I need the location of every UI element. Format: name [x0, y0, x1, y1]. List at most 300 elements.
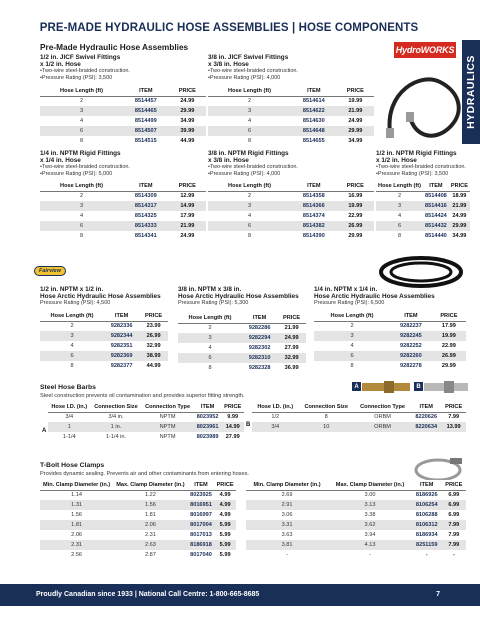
column-header: ITEM [188, 480, 215, 490]
table-cell: 8514382 [291, 221, 337, 231]
table-header-row [252, 402, 466, 412]
table-cell: 14.99 [221, 422, 244, 432]
table-cell: 1-1/4 [48, 432, 91, 442]
block-title: x 1/4 in. Hose [40, 157, 81, 165]
table-cell: 3 [208, 106, 291, 116]
table-cell: 8017004 [188, 520, 215, 530]
table-cell: 9282310 [242, 353, 277, 363]
table-cell: 8 [298, 412, 354, 422]
table-cell: 34.99 [169, 116, 206, 126]
table-row [40, 341, 168, 351]
table-cell: 2.69 [246, 490, 328, 500]
table-cell: 8514416 [423, 201, 449, 211]
hose-assembly-photo [380, 62, 470, 144]
table-cell: 9282351 [104, 341, 139, 351]
column-header: Hose Length (ft) [208, 181, 291, 191]
column-header: Min. Clamp Diameter (in.) [246, 480, 328, 490]
table-row [314, 351, 466, 361]
block-desc: •Pressure Rating (PSI): 4,000 [208, 170, 281, 177]
section-title-premade: Pre-Made Hydraulic Hose Assemblies [40, 42, 189, 52]
table-row [40, 321, 168, 331]
spec-table [208, 86, 374, 146]
column-header: Hose Length (ft) [40, 181, 123, 191]
table-header-row [48, 402, 244, 412]
column-header: ITEM [412, 480, 442, 490]
table-row [208, 136, 374, 146]
table-header-row [208, 86, 374, 96]
group-label-a: A [42, 428, 47, 434]
table-header-row [376, 181, 470, 191]
table-cell: 9282260 [390, 351, 432, 361]
table-cell: 8514614 [291, 96, 337, 106]
table-row [40, 490, 236, 500]
table-cell: 8514325 [123, 211, 169, 221]
table-cell: 1.22 [113, 490, 188, 500]
table-cell: 6.99 [442, 510, 466, 520]
column-header: PRICE [337, 86, 374, 96]
column-header: PRICE [214, 480, 236, 490]
block-desc: •Two-wire steel-braided construction. [40, 164, 130, 171]
table-row [40, 221, 206, 231]
table-header-row [40, 311, 168, 321]
table-cell: 3 [376, 201, 423, 211]
side-tab-label: HYDRAULICS [465, 55, 477, 129]
table-cell: 6 [178, 353, 242, 363]
block-title: 1/2 in. JICF Swivel Fittings [40, 54, 121, 61]
block-desc: •Pressure Rating (PSI): 3,500 [40, 74, 113, 81]
table-cell: 39.99 [169, 126, 206, 136]
table-cell: 8514507 [123, 126, 169, 136]
block-desc: Pressure Rating (PSI): 4,500 [40, 300, 111, 307]
spec-table [40, 86, 206, 146]
table-cell: 8 [314, 361, 390, 371]
arctic-block-3 [314, 286, 464, 307]
column-header: Hose Length (ft) [208, 86, 291, 96]
table-cell: 8186918 [188, 540, 215, 550]
column-header: Hose Length (ft) [178, 313, 242, 323]
table-cell: 10 [298, 422, 354, 432]
table-cell: 4 [208, 116, 291, 126]
table-cell: 8106288 [412, 510, 442, 520]
table-header-row [40, 480, 236, 490]
block-desc: •Two-wire steel-braided construction. [376, 164, 466, 171]
table-cell: 24.99 [337, 116, 374, 126]
column-header: ITEM [242, 313, 277, 323]
column-header: PRICE [169, 181, 206, 191]
t-bolt-clamp-photo [410, 456, 466, 482]
column-header: ITEM [123, 86, 169, 96]
table-cell: 2.31 [113, 530, 188, 540]
table-cell: 8514358 [291, 191, 337, 201]
table-cell: 18.99 [449, 191, 470, 201]
table-cell: 8023925 [188, 490, 215, 500]
table-cell: 8514648 [291, 126, 337, 136]
table-cell: 7.99 [442, 530, 466, 540]
table-row [246, 550, 466, 560]
table-row [40, 361, 168, 371]
table-row [252, 422, 466, 432]
table-cell: 4 [40, 341, 104, 351]
column-header: PRICE [221, 402, 244, 412]
table-row [246, 520, 466, 530]
table-header-row [314, 311, 466, 321]
table-cell: 21.99 [169, 221, 206, 231]
table-cell: 3.62 [328, 520, 412, 530]
table-row [246, 510, 466, 520]
table-cell: 6.99 [442, 490, 466, 500]
column-header: Connection Size [91, 402, 142, 412]
table-row [40, 520, 236, 530]
table-cell: 9282278 [390, 361, 432, 371]
table-cell: 21.99 [449, 201, 470, 211]
table-cell: 4 [208, 211, 291, 221]
table-cell: 8514408 [423, 191, 449, 201]
table-row [314, 321, 466, 331]
table-cell: 4.99 [214, 500, 236, 510]
table-cell: 2.91 [246, 500, 328, 510]
table-cell: 8514366 [291, 201, 337, 211]
table-cell: 3.63 [246, 530, 328, 540]
table-cell: 24.99 [449, 211, 470, 221]
table-cell: 7.99 [441, 412, 466, 422]
table-cell: 34.99 [449, 231, 470, 241]
table-cell: 8514655 [291, 136, 337, 146]
table-row [48, 432, 244, 442]
table-cell: 8016997 [188, 510, 215, 520]
table-cell: NPTM [141, 432, 193, 442]
table-cell: 4.99 [214, 510, 236, 520]
section-title-barbs: Steel Hose Barbs [40, 384, 96, 391]
table-cell: ORBM [354, 422, 411, 432]
table-cell: 34.99 [337, 136, 374, 146]
block-title: 3/8 in. NPTM x 3/8 in. [178, 286, 242, 293]
table-cell: 32.99 [139, 341, 168, 351]
column-header: ITEM [123, 181, 169, 191]
table-cell: 1.81 [40, 520, 113, 530]
table-cell: 29.99 [337, 231, 374, 241]
table-cell: 6 [376, 221, 423, 231]
spec-block-2 [208, 54, 373, 81]
fairview-logo: Fairview [34, 266, 66, 276]
table-cell: 32.99 [277, 353, 306, 363]
section-desc-clamps: Provides dynamic sealing. Prevents air and other contaminants from entering hoses. [40, 471, 249, 477]
table-row [48, 422, 244, 432]
table-cell: 1.14 [40, 490, 113, 500]
table-cell: 8514515 [123, 136, 169, 146]
table-cell: 3/4 [48, 412, 91, 422]
table-cell: 8 [40, 136, 123, 146]
table-cell: 12.99 [169, 191, 206, 201]
table-cell: 5.99 [214, 540, 236, 550]
table-cell: 8 [208, 136, 291, 146]
hose-barb-photo-a [362, 380, 410, 394]
hydroworks-logo: HydroWORKS [394, 42, 456, 58]
table-cell: 2 [40, 191, 123, 201]
table-row [208, 126, 374, 136]
table-row [40, 106, 206, 116]
column-header: ITEM [423, 181, 449, 191]
spec-block-1 [40, 54, 205, 81]
table-row [40, 500, 236, 510]
table-row [376, 201, 470, 211]
block-desc: Pressure Rating (PSI): 6,500 [314, 300, 385, 307]
table-cell: 9282369 [104, 351, 139, 361]
table-cell: 3 [208, 201, 291, 211]
table-cell: 9282344 [104, 331, 139, 341]
table-cell: 6 [314, 351, 390, 361]
block-desc: Pressure Rating (PSI): 5,300 [178, 300, 249, 307]
block-title: 1/4 in. NPTM x 1/4 in. [314, 286, 378, 293]
table-cell: 29.99 [449, 221, 470, 231]
table-cell: 8514333 [123, 221, 169, 231]
table-cell: 8514374 [291, 211, 337, 221]
table-cell: 6.99 [442, 500, 466, 510]
column-header: ITEM [194, 402, 222, 412]
table-row [178, 363, 306, 373]
spec-table [376, 181, 470, 241]
table-cell: 9282237 [390, 321, 432, 331]
block-title: 1/4 in. NPTM Rigid Fittings [40, 150, 121, 157]
block-title: 1/2 in. NPTM Rigid Fittings [376, 150, 457, 157]
hose-barb-photo-b [424, 380, 468, 394]
table-cell: 36.99 [277, 363, 306, 373]
table-cell: 2 [40, 321, 104, 331]
table-row [376, 191, 470, 201]
table-cell: 8514341 [123, 231, 169, 241]
table-cell: 8514440 [423, 231, 449, 241]
table-cell: 3.38 [328, 510, 412, 520]
table-cell: 8 [376, 231, 423, 241]
table-cell: 3.31 [246, 520, 328, 530]
table-cell: 8514390 [291, 231, 337, 241]
table-cell: - [328, 550, 412, 560]
table-row [40, 201, 206, 211]
table-cell: 8251159 [412, 540, 442, 550]
block-title: 3/8 in. NPTM Rigid Fittings [208, 150, 289, 157]
table-cell: 29.99 [432, 361, 466, 371]
table-cell: 9282286 [242, 323, 277, 333]
column-header: ITEM [390, 311, 432, 321]
barbs-table-a [48, 402, 244, 442]
arctic-block-1 [40, 286, 180, 307]
spec-table [40, 311, 168, 371]
table-cell: 3 [314, 331, 390, 341]
table-cell: 1.56 [40, 510, 113, 520]
table-row [376, 211, 470, 221]
page-number: 7 [436, 591, 440, 598]
table-cell: 3 [40, 201, 123, 211]
tag-b: B [414, 382, 423, 391]
table-cell: 29.99 [169, 106, 206, 116]
table-cell: 2 [40, 96, 123, 106]
block-title: Hose Arctic Hydraulic Hose Assemblies [314, 293, 435, 301]
table-row [40, 211, 206, 221]
tag-a: A [352, 382, 361, 391]
table-cell: 9282245 [390, 331, 432, 341]
table-cell: 5.99 [214, 550, 236, 560]
table-cell: 44.99 [169, 136, 206, 146]
table-row [208, 191, 374, 201]
table-cell: 3.13 [328, 500, 412, 510]
column-header: Hose I.D. (in.) [252, 402, 298, 412]
table-header-row [178, 313, 306, 323]
table-cell: 3.00 [328, 490, 412, 500]
table-cell: 27.99 [221, 432, 244, 442]
table-row [178, 323, 306, 333]
table-row [208, 96, 374, 106]
table-cell: 8514457 [123, 96, 169, 106]
table-cell: 8220634 [411, 422, 441, 432]
table-cell: 8514622 [291, 106, 337, 116]
block-desc: •Pressure Rating (PSI): 3,500 [376, 170, 449, 177]
block-title: Hose Arctic Hydraulic Hose Assemblies [40, 293, 161, 301]
column-header: Connection Size [298, 402, 354, 412]
table-row [178, 333, 306, 343]
table-row [40, 126, 206, 136]
section-desc-barbs: Steel construction prevents oil contamination and provides superior fitting strength. [40, 393, 245, 399]
block-title: x 3/8 in. Hose [208, 61, 249, 69]
table-row [40, 510, 236, 520]
column-header: Connection Type [141, 402, 193, 412]
spec-table [208, 181, 374, 241]
table-row [314, 331, 466, 341]
table-cell: 4 [314, 341, 390, 351]
table-cell: 8 [178, 363, 242, 373]
footer-bar [0, 584, 480, 606]
table-cell: 7.99 [442, 520, 466, 530]
table-cell: 4 [40, 211, 123, 221]
spec-block-4 [208, 150, 373, 177]
table-cell: 1-1/4 in. [91, 432, 142, 442]
table-row [246, 500, 466, 510]
table-cell: 5.99 [214, 520, 236, 530]
table-cell: 4 [40, 116, 123, 126]
table-cell: 19.99 [337, 96, 374, 106]
table-cell: 8 [40, 231, 123, 241]
column-header: PRICE [441, 402, 466, 412]
table-cell: 8023961 [194, 422, 222, 432]
table-cell: 8 [40, 361, 104, 371]
block-title: Hose Arctic Hydraulic Hose Assemblies [178, 293, 299, 301]
table-cell: 3 [178, 333, 242, 343]
column-header: Hose Length (ft) [376, 181, 423, 191]
table-row [40, 540, 236, 550]
spec-table [40, 181, 206, 241]
clamps-table-left [40, 480, 236, 560]
table-cell: 21.99 [337, 106, 374, 116]
column-header: Connection Type [354, 402, 411, 412]
table-cell: 8 [208, 231, 291, 241]
table-cell: 1.31 [40, 500, 113, 510]
table-cell: 44.99 [139, 361, 168, 371]
table-cell: 8514465 [123, 106, 169, 116]
column-header: PRICE [169, 86, 206, 96]
spec-table [314, 311, 466, 371]
table-cell: 8106312 [412, 520, 442, 530]
table-row [40, 231, 206, 241]
column-header: PRICE [432, 311, 466, 321]
block-desc: •Pressure Rating (PSI): 5,000 [40, 170, 113, 177]
table-cell: 9282302 [242, 343, 277, 353]
table-cell: 2 [314, 321, 390, 331]
table-cell: 13.99 [441, 422, 466, 432]
table-row [40, 136, 206, 146]
table-cell: 14.99 [169, 201, 206, 211]
table-cell: 2 [208, 191, 291, 201]
table-cell: 2.06 [40, 530, 113, 540]
barbs-table-b [252, 402, 466, 432]
column-header: Min. Clamp Diameter (in.) [40, 480, 113, 490]
block-desc: •Two-wire steel-braided construction. [208, 164, 298, 171]
table-cell: 3/4 in. [91, 412, 142, 422]
column-header: PRICE [337, 181, 374, 191]
table-cell: 6 [40, 221, 123, 231]
block-title: 1/2 in. NPTM x 1/2 in. [40, 286, 104, 293]
table-row [208, 231, 374, 241]
table-cell: 26.99 [139, 331, 168, 341]
table-cell: 1.81 [113, 510, 188, 520]
table-header-row [40, 181, 206, 191]
block-title: x 3/8 in. Hose [208, 157, 249, 165]
table-row [246, 530, 466, 540]
table-row [246, 490, 466, 500]
table-cell: 8220626 [411, 412, 441, 422]
table-row [376, 221, 470, 231]
table-cell: 9.99 [221, 412, 244, 422]
table-cell: 6 [208, 221, 291, 231]
arctic-block-2 [178, 286, 318, 307]
table-cell: 17.99 [432, 321, 466, 331]
table-cell: 21.99 [277, 323, 306, 333]
spec-block-3 [40, 150, 205, 177]
table-cell: 26.99 [337, 221, 374, 231]
table-cell: 19.99 [337, 201, 374, 211]
table-cell: 1.56 [113, 500, 188, 510]
table-cell: 4 [178, 343, 242, 353]
table-row [40, 116, 206, 126]
table-header-row [40, 86, 206, 96]
table-cell: 1 [48, 422, 91, 432]
table-cell: 8016951 [188, 500, 215, 510]
spec-table [178, 313, 306, 373]
table-row [40, 550, 236, 560]
group-label-b: B [246, 422, 251, 428]
table-cell: 9282328 [242, 363, 277, 373]
table-cell: 3 [40, 331, 104, 341]
table-cell: 8514432 [423, 221, 449, 231]
table-cell: 38.99 [139, 351, 168, 361]
column-header: ITEM [291, 86, 337, 96]
table-row [314, 341, 466, 351]
table-cell: 3/4 [252, 422, 298, 432]
table-cell: - [442, 550, 466, 560]
table-row [376, 231, 470, 241]
table-cell: 8514499 [123, 116, 169, 126]
column-header: Hose Length (ft) [40, 311, 104, 321]
table-cell: 9282252 [390, 341, 432, 351]
table-cell: 1 in. [91, 422, 142, 432]
column-header: PRICE [277, 313, 306, 323]
table-row [208, 201, 374, 211]
block-desc: •Two-wire steel-braided construction. [40, 68, 130, 75]
page-title: PRE-MADE HYDRAULIC HOSE ASSEMBLIES | HOSE COMPONENTS [39, 22, 419, 34]
table-cell: 2 [376, 191, 423, 201]
table-cell: NPTM [141, 412, 193, 422]
section-title-clamps: T-Bolt Hose Clamps [40, 462, 105, 469]
table-cell: 17.99 [169, 211, 206, 221]
table-cell: 2.56 [40, 550, 113, 560]
table-cell: 3.81 [246, 540, 328, 550]
